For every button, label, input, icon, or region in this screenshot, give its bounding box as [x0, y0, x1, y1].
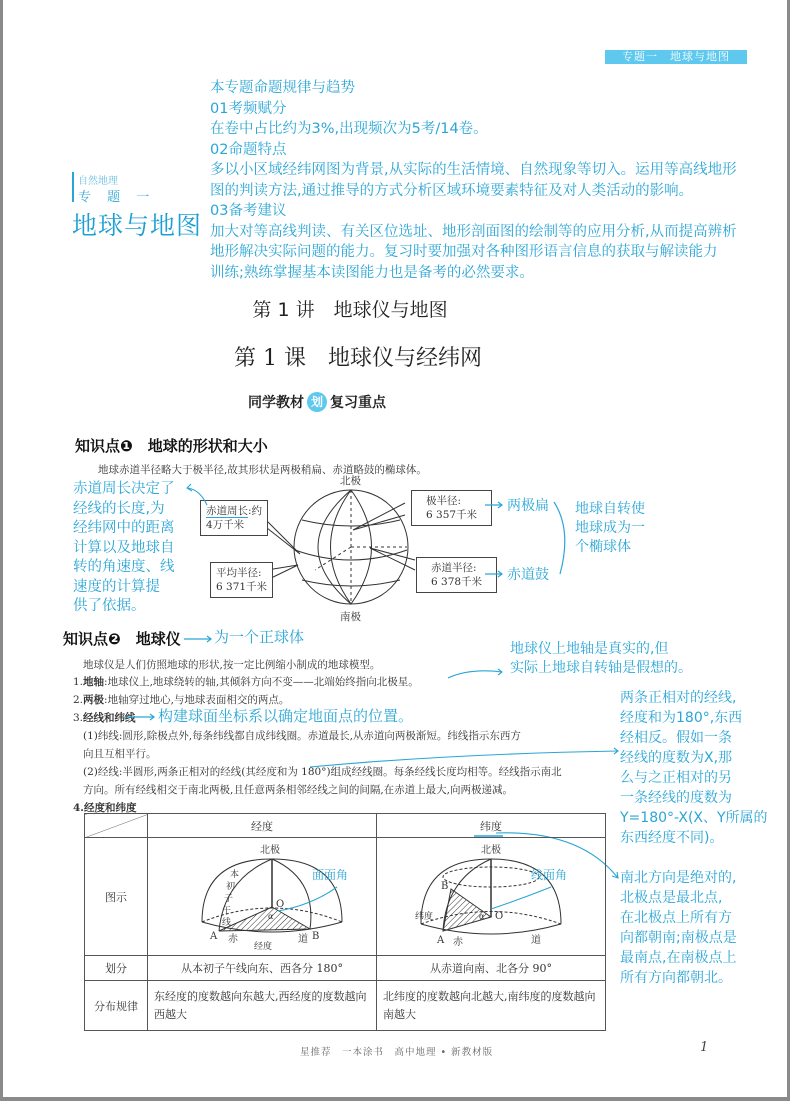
line-plane-angle-note: 线面角	[531, 868, 568, 882]
note-line: 个椭球体	[575, 539, 631, 555]
item4-title: 4.经度和纬度	[73, 802, 137, 814]
line-plane-angle-region	[443, 889, 491, 931]
latitude-label: 纬度	[415, 912, 434, 922]
meridian-pair-note	[620, 688, 768, 848]
latitude-diagram	[391, 839, 591, 951]
item-number: 2.	[73, 694, 84, 706]
mean-radius-value: 6 371千米	[216, 581, 268, 593]
lines-purpose-note: 构建球面坐标系以确定地面点的位置。	[158, 707, 414, 725]
connector	[448, 671, 502, 678]
note-line: 地球成为一	[575, 520, 645, 536]
prime-meridian-char: 本	[230, 870, 240, 880]
angle-label: α	[479, 912, 485, 921]
rotation-ellipsoid-note	[575, 500, 645, 557]
topic-title: 地球与地图	[72, 211, 203, 240]
kp1-title: 知识点❶ 地球的形状和大小	[75, 437, 268, 455]
topic-label: 专 题 一	[78, 190, 156, 205]
note-line: 速度的计算提	[73, 578, 160, 595]
note-line: 02命题特点	[210, 141, 287, 158]
longitude-diagram	[162, 839, 362, 951]
arrow-icon	[125, 712, 157, 722]
item-text: :地球仪上,地球绕转的轴,其倾斜方向不变——北端始终指向北极星。	[104, 676, 419, 688]
equator-circumference-approx: :约	[248, 505, 263, 517]
note-line: Y=180°-X(X、Y所属的	[620, 810, 768, 826]
note-line: 在北极点上所有方	[620, 910, 732, 926]
south-pole-label: 南极	[340, 611, 361, 623]
meridian	[318, 490, 351, 604]
equator-label: 道	[531, 935, 541, 946]
kp2-title-note: 为一个正球体	[214, 628, 305, 646]
note-line: 转的角速度、线	[73, 559, 175, 575]
latitude-diagram-cell	[377, 838, 606, 956]
kp2-item-axis	[73, 673, 419, 691]
kp1-intro: 地球赤道半径略大于极半径,故其形状是两极稍扁、赤道略鼓的椭球体。	[98, 464, 427, 476]
note-line: 赤道周长决定了	[73, 481, 175, 497]
note-line: 两条正相对的经线,	[620, 690, 737, 706]
table-row	[85, 838, 606, 956]
note-line: 03备考建议	[210, 203, 287, 219]
point-b-label: B	[441, 881, 449, 892]
point-b-label: B	[312, 931, 320, 942]
review-banner	[248, 392, 386, 412]
note-line: 最南点,在南极点上	[620, 950, 737, 966]
latitude-line-desc-cont: 向且互相平行。	[83, 748, 157, 760]
latitude-line-desc: (1)纬线:圆形,除极点外,每条纬线都自成纬线圈。赤道最长,从赤道向两极渐短。纬线指示东西方	[83, 730, 521, 742]
equator-label: 赤	[453, 937, 463, 948]
table-cell: 从赤道向南、北各分 90°	[377, 956, 606, 981]
point-a-label: A	[210, 931, 218, 942]
kp1-left-note	[73, 480, 175, 617]
table-corner	[85, 814, 148, 838]
row-header: 图示	[85, 838, 148, 956]
prime-meridian-char: 初	[226, 882, 236, 892]
note-line: 本专题命题规律与趋势	[210, 80, 355, 96]
center-label: O	[495, 911, 504, 922]
equator-bulge-note: 赤道鼓	[507, 567, 549, 583]
handwritten-trend-notes	[210, 78, 775, 283]
poles-flat-note: 两极扁	[507, 498, 549, 514]
note-line: 在卷中占比约为3%,出现频次为5考/14卷。	[210, 121, 488, 137]
longitude-label: 经度	[254, 942, 273, 951]
note-line: 北极点是最北点,	[620, 890, 723, 906]
brace-icon	[554, 502, 565, 574]
polar-radius-label: 极半径:	[426, 495, 462, 507]
note-line: 东西经度不同)。	[620, 830, 724, 846]
note-line: 经线的度数为X,那	[620, 750, 733, 766]
prime-meridian-char: 午	[222, 906, 232, 916]
north-pole-label: 北极	[260, 845, 280, 856]
note-line: 地球自转使	[575, 501, 645, 517]
note-line: 供了依据。	[73, 598, 146, 614]
dihedral-angle-region	[219, 907, 310, 931]
prime-meridian-char: 线	[222, 918, 232, 928]
equator-circumference-value: 4万千米	[206, 519, 245, 531]
arrow-icon	[184, 634, 214, 644]
note-line: 加大对等高线判读、有关区位选址、地形剖面图的绘制等的应用分析,从而提高辨析	[210, 223, 737, 240]
table-row	[85, 981, 606, 1031]
kp2-title: 知识点❷ 地球仪	[63, 630, 181, 648]
page-border-left	[0, 0, 3, 1101]
table-cell: 北纬度的度数越向北越大,南纬度的度数越向南越大	[377, 981, 606, 1031]
dihedral-angle-note: 面面角	[312, 868, 349, 882]
row-header: 分布规律	[85, 981, 148, 1031]
polar-radius-value: 6 357千米	[426, 509, 478, 521]
table-cell: 从本初子午线向东、西各分 180°	[148, 956, 377, 981]
angle-label: α	[268, 912, 274, 921]
note-line: 地形解决实际问题的能力。复习时要加强对各种图形语言信息的获取与解读能力	[210, 244, 718, 260]
meridian-desc: (2)经线:半圆形,两条正相对的经线(其经度和为 180°)组成经线圈。每条经线长度均相等。经线指示南北	[83, 766, 562, 778]
table-row	[85, 956, 606, 981]
equator-label: 道	[298, 934, 308, 945]
note-line: 经纬网中的距离	[73, 520, 175, 536]
topic-category: 自然地理	[78, 176, 118, 187]
item-number: 1.	[73, 676, 84, 688]
page-border-bottom	[0, 1097, 790, 1101]
prime-meridian-char: 子	[224, 894, 234, 904]
equator-circumference-box	[200, 500, 268, 536]
connector	[491, 887, 551, 909]
equatorial-radius-label: 赤道半径:	[431, 562, 477, 574]
north-pole-label: 北极	[481, 845, 501, 856]
equatorial-radius-value: 6 378千米	[431, 576, 483, 588]
review-banner-left: 同学教材	[248, 395, 304, 411]
note-line: 南北方向是绝对的,	[620, 870, 737, 886]
axis-note	[510, 640, 692, 678]
north-pole-label: 北极	[340, 475, 361, 487]
topic-accent-bar	[72, 172, 74, 202]
callout-pointer	[353, 503, 405, 530]
note-line: 多以小区域经纬网图为背景,从实际的生活情境、自然现象等切入。运用等高线地形	[210, 162, 737, 178]
mean-radius-box	[210, 562, 273, 598]
equator-label: 赤	[228, 934, 238, 945]
item-term: 两极	[83, 694, 105, 706]
note-line: 经相反。假如一条	[620, 730, 732, 746]
row-header: 划分	[85, 956, 148, 981]
note-line: 一条经线的度数为	[620, 790, 732, 806]
column-header-longitude: 经度	[148, 814, 377, 838]
item-term: 经线和纬线	[83, 712, 136, 724]
note-line: 实际上地球自转轴是假想的。	[510, 660, 692, 676]
equator-circumference-label: 赤道周长	[206, 505, 248, 517]
note-line: 经度和为180°,东西	[620, 710, 743, 726]
item-number: 3.	[73, 712, 84, 724]
item-term: 地轴	[83, 676, 105, 688]
table-cell: 东经度的度数越向东越大,西经度的度数越向西越大	[148, 981, 377, 1031]
lesson-title: 第 1 课 地球仪与经纬网	[234, 346, 482, 371]
note-line: 么与之正相对的另	[620, 770, 732, 786]
ns-direction-note	[620, 868, 737, 988]
running-header: 专题一 地球与地图	[605, 50, 747, 64]
kp2-intro: 地球仪是人们仿照地球的形状,按一定比例缩小制成的地球模型。	[83, 659, 381, 671]
meridian	[351, 490, 372, 604]
lecture-title: 第 1 讲 地球仪与地图	[252, 299, 448, 321]
review-badge: 划	[307, 392, 327, 412]
mean-radius-label: 平均半径:	[216, 567, 262, 579]
note-line: 计算以及地球自	[73, 539, 175, 556]
note-line: 01考频赋分	[210, 100, 287, 117]
page-number: 1	[700, 1040, 709, 1055]
meridian-desc-cont: 方向。所有经线相交于南北两极,且任意两条相邻经线之间的间隔,在赤道上最大,向两极递减。	[83, 784, 514, 796]
item-text: :地轴穿过地心,与地球表面相交的两点。	[104, 694, 290, 706]
note-line: 所有方向都朝北。	[620, 970, 732, 986]
connector	[278, 887, 337, 911]
longitude-diagram-cell	[148, 838, 377, 956]
footer-text: 星推荐 一本涂书 高中地理 • 新教材版	[300, 1047, 494, 1058]
column-header-latitude: 纬度	[377, 814, 606, 838]
review-banner-right: 复习重点	[330, 395, 386, 411]
note-line: 向都朝南;南极点是	[620, 930, 737, 946]
note-line: 经线的长度,为	[73, 500, 165, 517]
point-a-label: A	[437, 935, 445, 946]
note-line: 图的判读方法,通过推导的方式分析区域环境要素特征及对人类活动的影响。	[210, 182, 694, 199]
note-line: 地球仪上地轴是真实的,但	[510, 641, 669, 657]
center-label: O	[276, 899, 285, 910]
note-line: 训练;熟练掌握基本读图能力也是备考的必然要求。	[210, 264, 534, 281]
longitude-latitude-table	[84, 813, 606, 1031]
